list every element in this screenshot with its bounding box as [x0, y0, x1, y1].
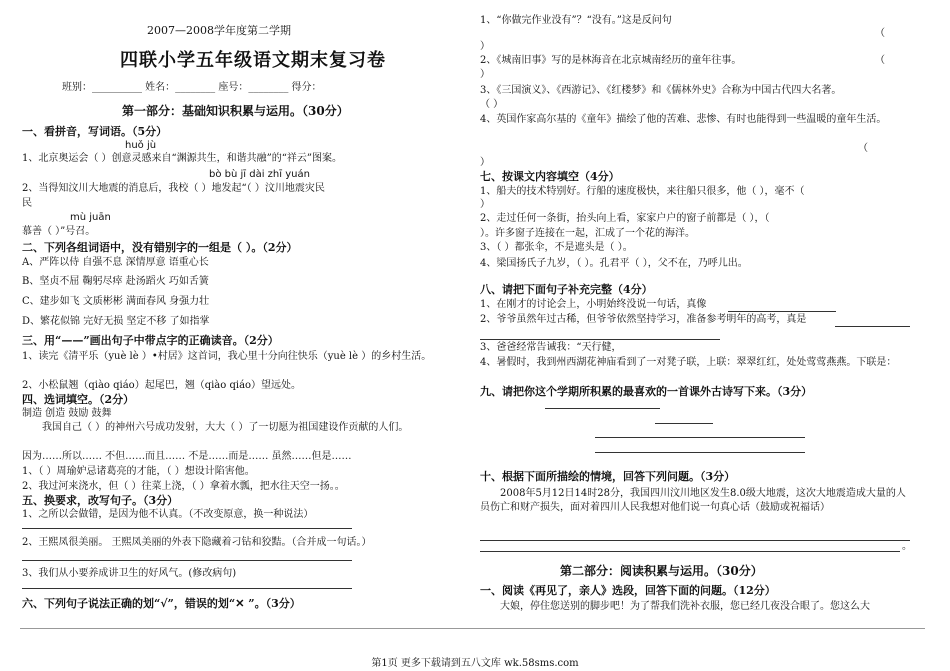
s2-title: 二、下列各组词语中，没有错别字的一组是（ ）。（2分） — [22, 241, 298, 254]
s7-q2-cont: ）。许多窗子连接在一起，汇成了一个花的海洋。 — [480, 228, 695, 239]
s4-words: 制造 创造 鼓励 鼓舞 — [22, 408, 112, 419]
s1-title: 一、看拼音，写词语。（5分） — [22, 125, 168, 138]
s8-q3: 3、爸爸经常告诫我：“天行健， — [480, 342, 622, 353]
answer-line[interactable] — [655, 423, 713, 424]
s10-text: 2008年5月12日14时28分，我国四川汶川地区发生8.0级大地震，这次大地震造成大量的人员伤亡和财产损失，面对着四川人民我想对他们说一句真心话（鼓励或祝福话） — [480, 488, 906, 513]
s4-words2: 因为……所以…… 不但……而且…… 不是……而是…… 虽然……但是…… — [22, 451, 352, 462]
s6-q4: 4、英国作家高尔基的《童年》描绘了他的苦难、悲惨、有时也能得到一些温暖的童年生活。 — [480, 114, 887, 125]
term-line: 2007—2008学年度第二学期 — [147, 24, 291, 37]
answer-paren-close: ） — [480, 69, 490, 80]
answer-paren-open: （ — [875, 55, 885, 66]
answer-line[interactable] — [480, 551, 900, 552]
pinyin: huǒ jù — [125, 140, 157, 151]
s1-q2-cont: 民 — [22, 198, 32, 209]
s7-q1-cont: ） — [480, 199, 490, 210]
s5-q2: 2、王熙凤很美丽。 王熙凤美丽的外表下隐藏着刁钻和狡黠。（合并成一句话。） — [22, 537, 372, 548]
r1-text: 大娘，停住您送别的脚步吧！为了帮我们洗补衣服，您已经几夜没合眼了。您这么大 — [500, 601, 870, 612]
s6-q1: 1、“你做完作业没有”？“没有。”这是反问句 — [480, 15, 672, 26]
answer-paren-open: （ — [858, 143, 868, 154]
s5-q3: 3、我们从小要养成讲卫生的好风气。(修改病句) — [22, 568, 237, 579]
s7-q1: 1、船夫的技术特别好。行船的速度极快，来往船只很多，他（ ），毫不（ — [480, 186, 805, 197]
s8-title: 八、请把下面句子补充完整（4分） — [480, 283, 653, 296]
footer: 第1页 更多下载请到五八文库 wk.58sms.com — [371, 658, 579, 669]
s9-title: 九、请把你这个学期所积累的最喜欢的一首课外古诗写下来。（3分） — [480, 385, 813, 398]
answer-paren-close: ） — [480, 157, 490, 168]
s3-q1: 1、读完《清平乐（yuè lè ）•村居》这首词，我心里十分向往快乐（yuè lè ）的乡村生活。 — [22, 351, 432, 362]
s2-option-c: C、建步如飞 文质彬彬 满面春风 身强力壮 — [22, 296, 210, 307]
answer-paren: （ ） — [480, 99, 504, 110]
s6-q3: 3、《三国演义》、《西游记》、《红楼梦》和《儒林外史》合称为中国古代四大名著。 — [480, 85, 842, 96]
s1-q2b: 慕善（ ）”号召。 — [22, 226, 96, 237]
footer-rule — [20, 628, 925, 629]
s8-q1: 1、在刚才的讨论会上，小明始终没说一句话，真像 — [480, 299, 707, 310]
s7-q3: 3、（ ）都张伞，不是遮头是（ ）。 — [480, 242, 633, 253]
s2-option-d: D、繁花似锦 完好无损 坚定不移 了如指掌 — [22, 316, 210, 327]
s8-q4: 4、暑假时，我到州西湖花神庙看到了一对凳子联，上联：翠翠红红，处处莺莺燕燕。下联是： — [480, 357, 897, 368]
s5-q1: 1、之所以会做错，是因为他不认真。（不改变原意，换一种说法） — [22, 509, 314, 520]
part2-heading: 第二部分：阅读积累与运用。（30分） — [560, 564, 763, 578]
answer-line[interactable] — [22, 560, 352, 561]
answer-paren-open: （ — [875, 28, 885, 39]
r1-title: 一、阅读《再见了，亲人》选段，回答下面的问题。（12分） — [480, 584, 776, 597]
answer-line[interactable] — [728, 311, 836, 312]
answer-line[interactable] — [595, 437, 805, 438]
s10-title: 十、根据下面所描绘的情境，回答下列问题。（3分） — [480, 470, 736, 483]
pinyin: bò bù jī dài zhī yuán — [209, 169, 310, 180]
answer-line[interactable] — [22, 528, 352, 529]
s1-q2: 2、当得知汶川大地震的消息后，我校（ ）地发起“（ ）汶川地震灾民 — [22, 183, 325, 194]
s2-option-b: B、坚贞不屈 鞠躬尽瘁 赴汤蹈火 巧如舌簧 — [22, 276, 209, 287]
part1-heading: 第一部分：基础知识积累与运用。（30分） — [122, 104, 349, 118]
s4-q1: 我国自己（ ）的神州六号成功发射，大大（ ）了一切愿为祖国建设作贡献的人们。 — [42, 422, 409, 433]
s1-q1: 1、北京奥运会（ ）创意灵感来自“渊源共生，和谐共融”的“祥云”图案。 — [22, 153, 342, 164]
s2-option-a: A、严阵以侍 自强不息 深情厚意 语重心长 — [22, 257, 209, 268]
pinyin: mù juān — [70, 212, 111, 223]
page-title: 四联小学五年级语文期末复习卷 — [120, 50, 386, 71]
answer-line[interactable] — [22, 588, 352, 589]
s4-title: 四、选词填空。（2分） — [22, 393, 135, 406]
s7-title: 七、按课文内容填空（4分） — [480, 170, 620, 183]
s3-q2: 2、小松鼠翘（qiào qiáo）起尾巴，翘（qiào qiáo）望远处。 — [22, 380, 302, 391]
s8-q2: 2、爷爷虽然年过古稀，但爷爷依然坚持学习，准备参考明年的高考，真是 — [480, 314, 807, 325]
s7-q2: 2、走过任何一条街，抬头向上看，家家户户的窗子前都是（ ），（ — [480, 213, 770, 224]
s6-q2: 2、《城南旧事》写的是林海音在北京城南经历的童年往事。 — [480, 55, 742, 66]
answer-line[interactable] — [480, 339, 720, 340]
s5-title: 五、换要求，改写句子。（3分） — [22, 494, 179, 507]
answer-line[interactable] — [835, 326, 910, 327]
answer-paren-close: ） — [480, 41, 490, 52]
s4-q3: 2、我过河来浇水，但（ ）往菜上浇，（ ）拿着水瓢，把水往天空一扬。。 — [22, 481, 345, 492]
s7-q4: 4、梁国扬氏子九岁，（ ）。孔君平（ ），父不在，乃呼儿出。 — [480, 258, 748, 269]
student-info-line: 班别：__________ 姓名：________ 座号：________ 得分： — [62, 82, 322, 93]
answer-line[interactable] — [480, 540, 910, 541]
s6-title: 六、下列句子说法正确的划“√”，错误的划“✕ ”。（3分） — [22, 597, 301, 610]
s3-title: 三、用“——”画出句子中带点字的正确读音。（2分） — [22, 334, 279, 347]
answer-line[interactable] — [545, 408, 660, 409]
s4-q2: 1、（ ）周瑜妒忌诸葛亮的才能，（ ）想设计陷害他。 — [22, 466, 255, 477]
answer-line[interactable] — [595, 452, 805, 453]
s10-end-mark: 。 — [902, 541, 912, 552]
